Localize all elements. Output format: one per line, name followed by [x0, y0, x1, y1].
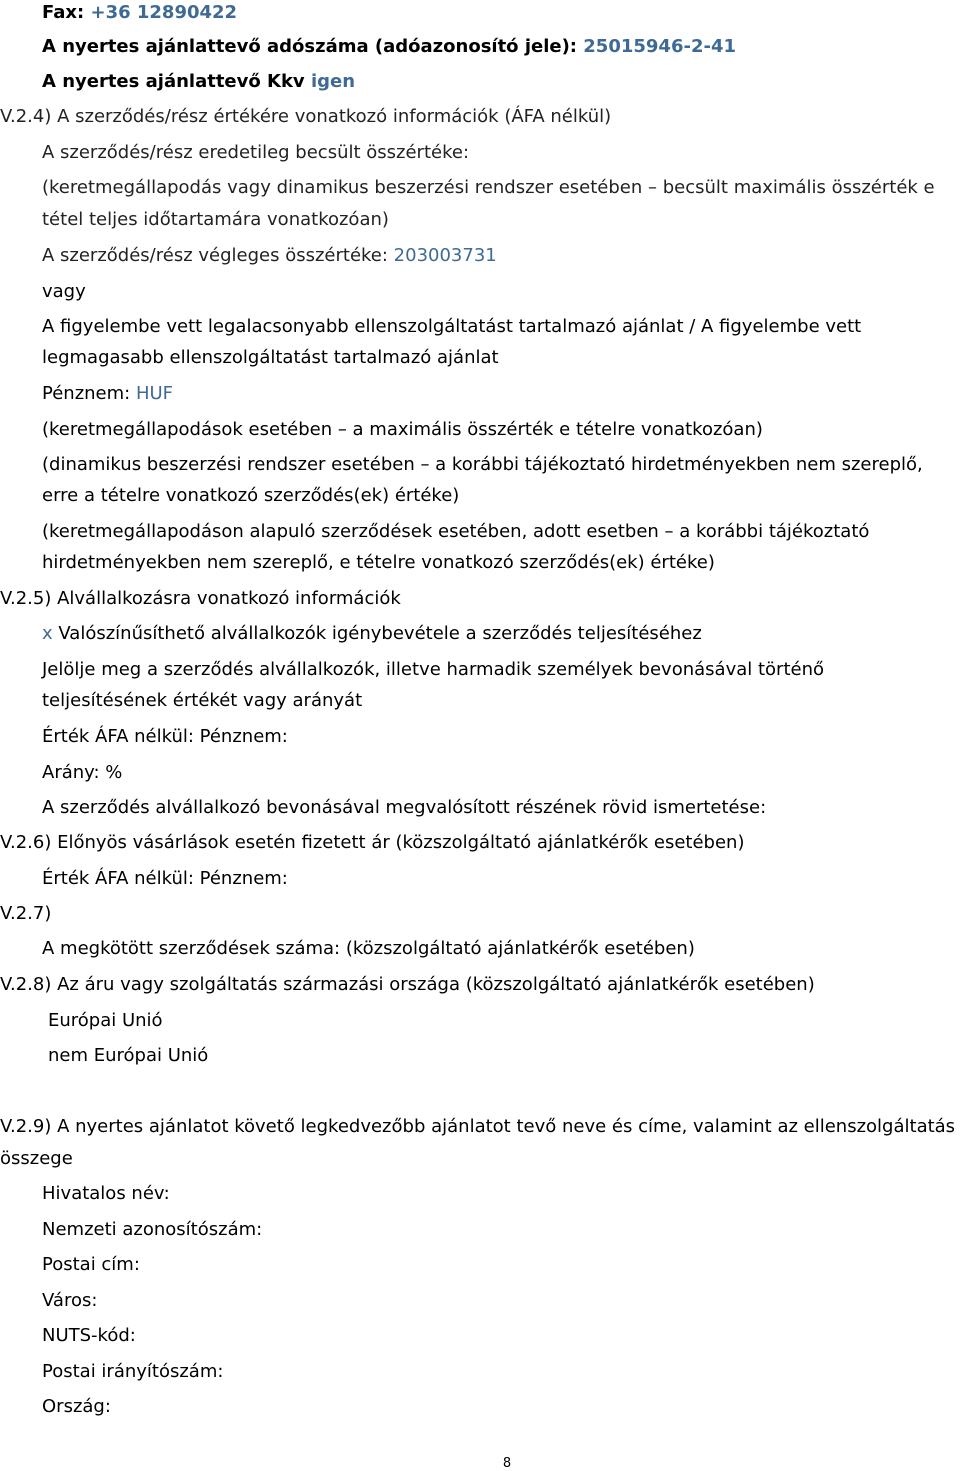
- field-nuts-code: NUTS-kód:: [42, 1325, 136, 1346]
- fax-value: +36 12890422: [90, 2, 238, 23]
- indicate-line2: teljesítésének értékét vagy arányát: [42, 690, 363, 711]
- section-v29-heading-line2: összege: [0, 1148, 73, 1169]
- field-city: Város:: [42, 1290, 98, 1311]
- currency-label: Pénznem:: [42, 383, 131, 404]
- kkv-line: [42, 71, 355, 93]
- page-number: 8: [502, 1456, 512, 1471]
- tax-id-label: A nyertes ajánlattevő adószáma (adóazonosító jele):: [42, 36, 577, 57]
- field-postal-address: Postai cím:: [42, 1254, 140, 1275]
- offer-range-line2: legmagasabb ellenszolgáltatást tartalmazó ajánlat: [42, 347, 499, 368]
- tax-id-line: [42, 36, 736, 58]
- subcontract-likely-line: [42, 623, 702, 645]
- field-national-id: Nemzeti azonosítószám:: [42, 1219, 263, 1240]
- subcontract-ratio: Arány: %: [42, 762, 123, 783]
- subcontract-likely-text: Valószínűsíthető alvállalkozók igénybevétele a szerződés teljesítéséhez: [58, 623, 702, 644]
- section-v29-heading-line1: V.2.9) A nyertes ajánlatot követő legkedvezőbb ajánlatot tevő neve és címe, valamint az ellenszolgáltatás: [0, 1116, 956, 1137]
- tax-id-value: 25015946-2-41: [583, 36, 736, 57]
- section-v26-heading: V.2.6) Előnyös vásárlások esetén fizetett ár (közszolgáltató ajánlatkérők esetében): [0, 832, 745, 853]
- framework-max: (keretmegállapodások esetében – a maximális összérték e tételre vonatkozóan): [42, 419, 763, 440]
- check-mark: x: [42, 623, 53, 644]
- subcontract-description: A szerződés alvállalkozó bevonásával megvalósított részének rövid ismertetése:: [42, 797, 767, 818]
- section-v25-heading: V.2.5) Alvállalkozásra vonatkozó információk: [0, 588, 401, 609]
- currency-line: [42, 383, 173, 405]
- indicate-line1: Jelölje meg a szerződés alvállalkozók, illetve harmadik személyek bevonásával történő: [42, 659, 824, 680]
- final-value-line: [42, 245, 497, 267]
- kkv-label: A nyertes ajánlattevő Kkv: [42, 71, 305, 92]
- section-v27-heading: V.2.7): [0, 903, 52, 924]
- framework-contracts-line2: hirdetményekben nem szereplő, e tételre vonatkozó szerződés(ek) értéke): [42, 552, 715, 573]
- framework-note-line1: (keretmegállapodás vagy dinamikus beszerzési rendszer esetében – becsült maximális összérték e: [42, 177, 935, 198]
- final-value: 203003731: [393, 245, 497, 266]
- section-v28-heading: V.2.8) Az áru vagy szolgáltatás származási országa (közszolgáltató ajánlatkérők esetében): [0, 974, 815, 995]
- bargain-value-currency: Érték ÁFA nélkül: Pénznem:: [42, 868, 288, 889]
- final-value-label: A szerződés/rész végleges összértéke:: [42, 245, 388, 266]
- original-value-label: A szerződés/rész eredetileg becsült összértéke:: [42, 142, 470, 163]
- framework-contracts-line1: (keretmegállapodáson alapuló szerződések esetében, adott esetben – a korábbi tájékoztató: [42, 521, 870, 542]
- dynamic-line2: erre a tételre vonatkozó szerződés(ek) értéke): [42, 485, 460, 506]
- fax-label: Fax:: [42, 2, 85, 23]
- fax-line: [42, 2, 237, 24]
- field-country: Ország:: [42, 1396, 111, 1417]
- origin-eu: Európai Unió: [48, 1010, 163, 1031]
- or-text: vagy: [42, 281, 86, 302]
- offer-range-line1: A figyelembe vett legalacsonyabb ellenszolgáltatást tartalmazó ajánlat / A figyelembe vett: [42, 316, 862, 337]
- framework-note-line2: tétel teljes időtartamára vonatkozóan): [42, 209, 389, 230]
- section-v24-heading: V.2.4) A szerződés/rész értékére vonatkozó információk (ÁFA nélkül): [0, 106, 612, 127]
- contracts-count: A megkötött szerződések száma: (közszolgáltató ajánlatkérők esetében): [42, 938, 695, 959]
- kkv-value: igen: [310, 71, 356, 92]
- currency-value: HUF: [135, 383, 174, 404]
- field-official-name: Hivatalos név:: [42, 1183, 170, 1204]
- field-postal-code: Postai irányítószám:: [42, 1361, 224, 1382]
- subcontract-value-currency: Érték ÁFA nélkül: Pénznem:: [42, 726, 288, 747]
- dynamic-line1: (dinamikus beszerzési rendszer esetében – a korábbi tájékoztató hirdetményekben nem szereplő,: [42, 454, 923, 475]
- origin-non-eu: nem Európai Unió: [48, 1045, 209, 1066]
